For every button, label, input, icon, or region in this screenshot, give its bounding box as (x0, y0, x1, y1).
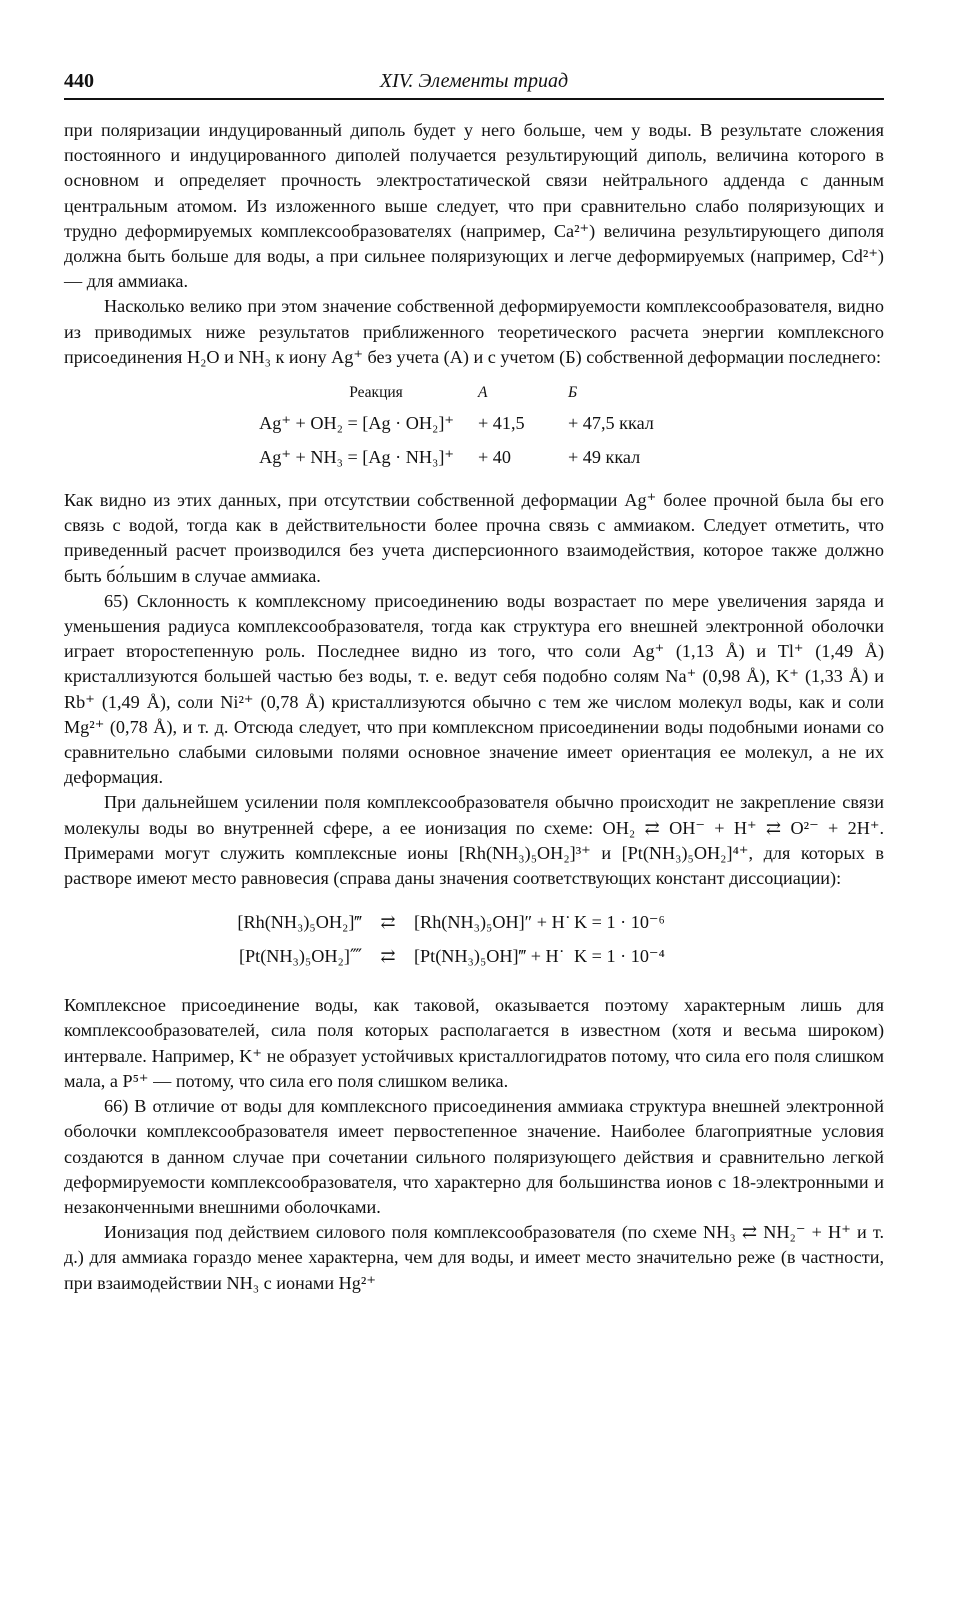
equilibrium-row (182, 905, 884, 939)
equilibrium-arrow-icon: ⇄ (380, 946, 396, 967)
table-cell-b: + 49 ккал (568, 447, 641, 468)
equilibrium-left: [Rh(NH₃)₅OH₂]‴ (237, 912, 362, 933)
page (64, 68, 884, 1296)
equilibrium-constant: K = 1 · 10⁻⁴ (574, 946, 665, 967)
table-row (214, 406, 884, 440)
paragraph-2: Насколько велико при этом значение собственной деформируемости комплексообразователя, видно из приводимых ниже результатов приближенного теоретического расчета энергии комплексного присоединения H₂O и NH₃ к иону Ag⁺ без учета (А) и с учетом (Б) собственной деформации последнего: (64, 296, 884, 367)
paragraph-6: Комплексное присоединение воды, как таковой, оказывается поэтому характерным лишь для комплексообразователей, сила поля которых располагается в известном (хотя и весьма широком) интервале. Например, K⁺ не образует устойчивых кристаллогидратов потому, что сила его поля слишком мала, а P⁵⁺ — потому, что сила его поля слишком велика. (64, 995, 884, 1091)
paragraph-1: при поляризации индуцированный диполь будет у него больше, чем у воды. В результате сложения постоянного и индуцированного диполей получается результирующий диполь, величина которого в основном и определяет прочность электростатической связи нейтрального аддендa с данным центральным атомом. Из изложенного выше следует, что при сравнительно слабо поляризующих и трудно деформируемых комплексообразователях (например, Ca²⁺) величина результирующего диполя должна быть больше для воды, а при сильнее поляризующих и легче деформируемых (например, Cd²⁺) — для аммиака. (64, 120, 884, 292)
paragraph-8: Ионизация под действием силового поля комплексообразователя (по схеме NH₃ ⇄ NH₂⁻ + H⁺ и т. д.) для аммиака гораздо менее характерна, чем для воды, и имеет место значительно реже (в частности, при взаимодействии NH₃ с ионами Hg²⁺ (64, 1222, 884, 1293)
paragraph-4: 65) Склонность к комплексному присоединению воды возрастает по мере увеличения заряда и уменьшения радиуса комплексообразователя, тогда как структура его внешней электронной оболочки играет второстепенную роль. Последнее видно из того, что соли Ag⁺ (1,13 Å) и Tl⁺ (1,49 Å) кристаллизуются большей частью без воды, т. е. ведут себя подобно солям Na⁺ (0,98 Å), K⁺ (1,33 Å) и Rb⁺ (1,49 Å), соли Ni²⁺ (0,78 Å) кристаллизуются обычно с тем же числом молекул воды, как и соли Mg²⁺ (0,78 Å), и т. д. Отсюда следует, что при комплексном присоединении воды подобными ионами со сравнительно слабыми силовыми полями основное значение имеет ориентация ее молекул, а не их деформация. (64, 590, 884, 788)
table-row (214, 440, 884, 474)
equilibria-block (182, 905, 884, 973)
paragraph-3: Как видно из этих данных, при отсутствии собственной деформации Ag⁺ более прочной была бы его связь с водой, тогда как в действительности более прочна связь с аммиаком. Следует отметить, что приведенный расчет производился без учета дисперсионного взаимодействия, которое также должно быть бо́льшим в случае аммиака. (64, 490, 884, 586)
page-number: 440 (64, 70, 94, 92)
table-cell-a: + 41,5 (478, 413, 525, 434)
table-header-a: А (478, 384, 488, 402)
equilibrium-arrow-icon: ⇄ (380, 912, 396, 933)
equilibrium-right: [Rh(NH₃)₅OH]″ + H˙ (414, 912, 571, 933)
table-cell-reaction: Ag⁺ + NH₃ = [Ag · NH₃]⁺ (259, 447, 454, 468)
table-cell-reaction: Ag⁺ + OH₂ = [Ag · OH₂]⁺ (259, 413, 454, 434)
energy-table (214, 380, 884, 474)
page-body (64, 118, 884, 1296)
table-cell-a: + 40 (478, 447, 511, 468)
table-header-reaction: Реакция (349, 384, 403, 402)
running-title: XIV. Элементы триад (379, 70, 569, 92)
paragraph-5: При дальнейшем усилении поля комплексообразователя обычно происходит не закрепление связи молекулы воды во внутренней сфере, а ее ионизация по схеме: OH₂ ⇄ OH⁻ + H⁺ ⇄ O²⁻ + 2H⁺. Примерами могут служить комплексные ионы [Rh(NH₃)₅OH₂]³⁺ и [Pt(NH₃)₅OH₂]⁴⁺, для которых в растворе имеют место равновесия (справа даны значения соответствующих констант диссоциации): (64, 792, 884, 889)
equilibrium-right: [Pt(NH₃)₅OH]‴ + H˙ (414, 946, 565, 967)
equilibrium-constant: K = 1 · 10⁻⁶ (574, 912, 665, 933)
equilibrium-left: [Pt(NH₃)₅OH₂]⁗ (238, 946, 362, 967)
table-header-row (214, 380, 884, 406)
equilibrium-row (182, 939, 884, 973)
paragraph-7: 66) В отличие от воды для комплексного присоединения аммиака структура внешней электронной оболочки комплексообразователя имеет первостепенное значение. Наиболее благоприятные условия создаются в данном случае при сочетании сильного поляризующего действия и сравнительно легкой деформируемости комплексообразователя, что характерно для большинства ионов с 18-электронными и незаконченными внешними оболочками. (64, 1096, 884, 1217)
page-header (64, 68, 884, 100)
table-cell-b: + 47,5 ккал (568, 413, 654, 434)
table-header-b: Б (568, 384, 578, 402)
